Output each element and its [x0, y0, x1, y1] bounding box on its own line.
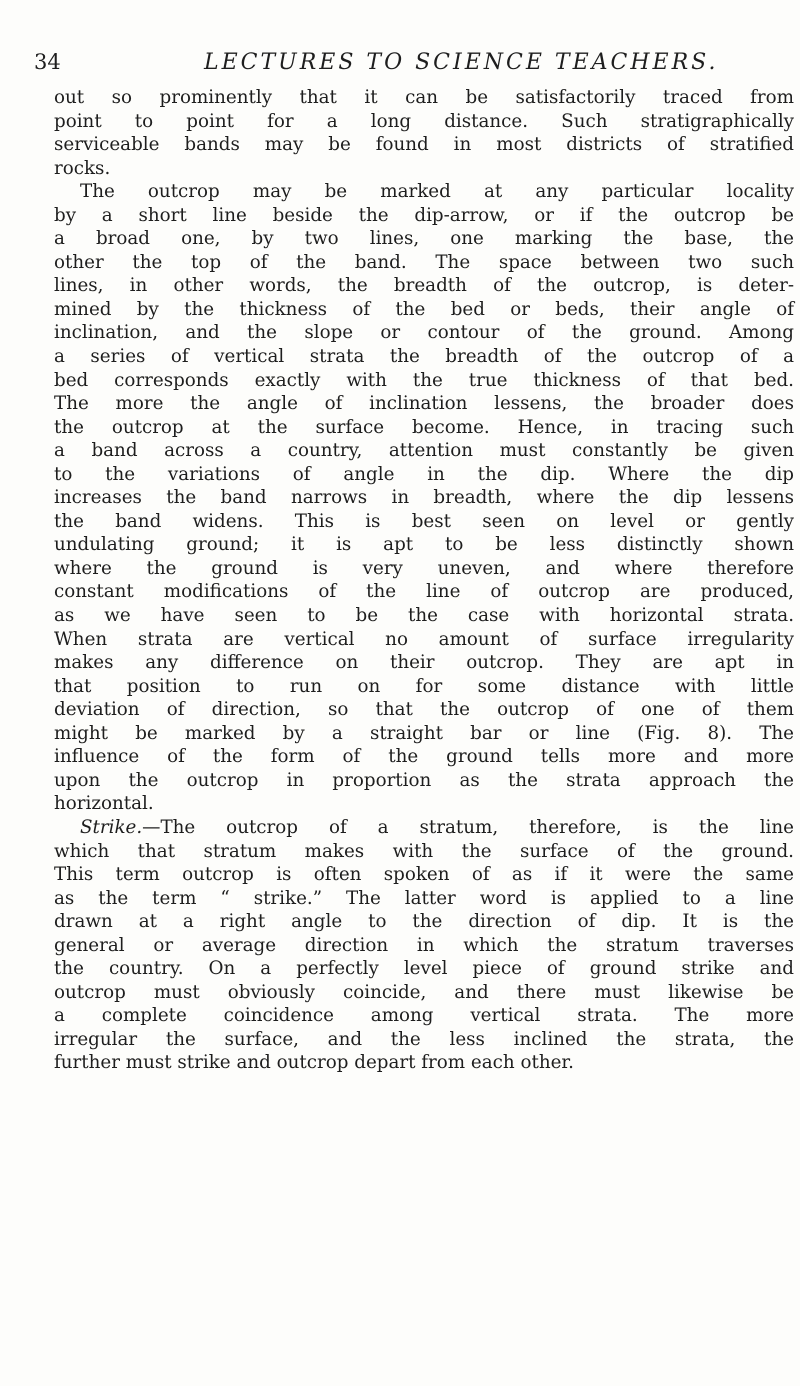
text-line: rocks.	[54, 157, 111, 179]
text-line: a band across a country, attention must constantly be given	[54, 440, 794, 462]
text-line: as the term “ strike.” The latter word is applied to a line	[54, 887, 794, 909]
text-line: point to point for a long distance. Such stratigraphically	[54, 110, 794, 132]
text-line: general or average direction in which the stratum traverses	[54, 934, 794, 956]
text-line: as we have seen to be the case with horizontal strata.	[54, 605, 794, 627]
text-line: out so prominently that it can be satisfactorily traced from	[54, 87, 794, 108]
text-line: the outcrop at the surface become. Hence, in tracing such	[54, 416, 794, 438]
text-line: deviation of direction, so that the outcrop of one of them	[54, 699, 794, 721]
text-line: This term outcrop is often spoken of as if it were the same	[54, 864, 794, 886]
text-line: lines, in other words, the breadth of the outcrop, is deter-	[54, 275, 794, 297]
text-line: increases the band narrows in breadth, where the dip lessens	[54, 487, 794, 509]
page-number: 34	[34, 50, 61, 74]
text-line: constant modifications of the line of outcrop are produced,	[54, 581, 794, 603]
text-line: further must strike and outcrop depart from each other.	[54, 1052, 574, 1074]
text-line: the band widens. This is best seen on level or gently	[54, 510, 794, 532]
text-line: horizontal.	[54, 793, 154, 815]
text-line: a complete coincidence among vertical strata. The more	[54, 1005, 794, 1027]
text-line: The more the angle of inclination lessens, the broader does	[54, 393, 794, 415]
text-line: undulating ground; it is apt to be less distinctly shown	[54, 534, 794, 556]
page-header	[34, 50, 794, 86]
running-head: LECTURES TO SCIENCE TEACHERS.	[204, 50, 719, 75]
text-line: upon the outcrop in proportion as the strata approach the	[54, 769, 794, 791]
text-line-remainder: —The outcrop of a stratum, therefore, is the line	[142, 816, 794, 838]
text-line: by a short line beside the dip-arrow, or if the outcrop be	[54, 204, 794, 226]
text-line: makes any difference on their outcrop. They are apt in	[54, 652, 794, 674]
text-line: might be marked by a straight bar or line (Fig. 8). The	[54, 722, 794, 744]
text-line: which that stratum makes with the surface of the ground.	[54, 840, 794, 862]
text-line: other the top of the band. The space between two such	[54, 251, 794, 273]
text-line: a series of vertical strata the breadth of the outcrop of a	[54, 346, 794, 368]
text-line: serviceable bands may be found in most districts of stratified	[54, 134, 794, 156]
text-line: outcrop must obviously coincide, and there must likewise be	[54, 981, 794, 1003]
text-line: where the ground is very uneven, and where therefore	[54, 557, 794, 579]
text-line: influence of the form of the ground tells more and more	[54, 746, 794, 768]
text-line: When strata are vertical no amount of surface irregularity	[54, 628, 794, 650]
body-text	[54, 86, 794, 1075]
text-line: that position to run on for some distance with little	[54, 675, 794, 697]
text-line: mined by the thickness of the bed or beds, their angle of	[54, 298, 794, 320]
text-line: to the variations of angle in the dip. Where the dip	[54, 463, 794, 485]
text-line: irregular the surface, and the less inclined the strata, the	[54, 1028, 794, 1050]
text-line	[54, 816, 794, 840]
section-heading-strike: Strike.	[80, 816, 143, 838]
text-line: bed corresponds exactly with the true thickness of that bed.	[54, 369, 794, 391]
text-line: inclination, and the slope or contour of the ground. Among	[54, 322, 794, 344]
text-line: The outcrop may be marked at any particular locality	[80, 181, 794, 203]
text-line: drawn at a right angle to the direction of dip. It is the	[54, 911, 794, 933]
text-line: a broad one, by two lines, one marking the base, the	[54, 228, 794, 250]
text-line: the country. On a perfectly level piece of ground strike and	[54, 958, 794, 980]
